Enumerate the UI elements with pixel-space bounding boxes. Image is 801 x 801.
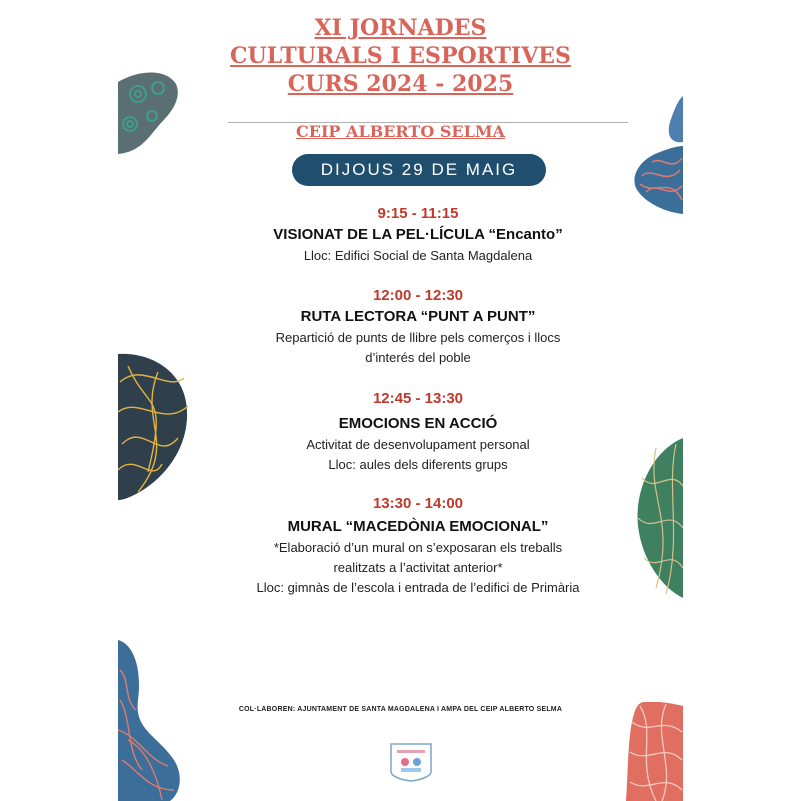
event-detail: *Elaboració d’un mural on s’exposaran els treballs xyxy=(273,540,563,555)
school-logo-icon xyxy=(387,742,435,782)
event-3 xyxy=(178,389,658,475)
collaborators-note: COL·LABOREN: AJUNTAMENT DE SANTA MAGDALENA I AMPA DEL CEIP ALBERTO SELMA xyxy=(238,706,563,713)
event-title: MURAL “MACEDÒNIA EMOCIONAL” xyxy=(287,518,549,535)
event-time: 12:45 - 13:30 xyxy=(372,390,464,407)
event-detail: Lloc: aules dels diferents grups xyxy=(328,457,508,472)
event-1 xyxy=(178,204,658,266)
school-name: CEIP ALBERTO SELMA xyxy=(296,122,505,141)
event-detail: realitzats a l’activitat anterior* xyxy=(333,560,503,575)
top-right-blob xyxy=(632,96,683,216)
event-title: RUTA LECTORA “PUNT A PUNT” xyxy=(300,308,536,325)
title-line-1: XI JORNADES xyxy=(314,15,487,41)
bottom-right-blob xyxy=(626,702,683,801)
event-detail: Repartició de punts de llibre pels comerços i llocs xyxy=(275,330,561,345)
bottom-left-blob xyxy=(118,640,184,801)
event-title: EMOCIONS EN ACCIÓ xyxy=(338,415,498,432)
event-2 xyxy=(178,286,658,368)
event-time: 12:00 - 12:30 xyxy=(372,287,464,304)
event-detail: Lloc: gimnàs de l’escola i entrada de l’edifici de Primària xyxy=(256,580,580,595)
event-detail: Activitat de desenvolupament personal xyxy=(306,437,530,452)
event-detail: d’interés del poble xyxy=(365,350,471,365)
event-time: 9:15 - 11:15 xyxy=(377,205,459,222)
title-line-3: CURS 2024 - 2025 xyxy=(287,71,514,97)
date-badge: DIJOUS 29 DE MAIG xyxy=(292,154,546,186)
event-4 xyxy=(178,494,658,598)
event-time: 13:30 - 14:00 xyxy=(372,495,464,512)
event-title: VISIONAT DE LA PEL·LÍCULA “Encanto” xyxy=(273,226,563,243)
title-line-2: CULTURALS I ESPORTIVES xyxy=(230,43,571,69)
event-detail: Lloc: Edifici Social de Santa Magdalena xyxy=(303,248,533,263)
poster xyxy=(118,0,683,801)
